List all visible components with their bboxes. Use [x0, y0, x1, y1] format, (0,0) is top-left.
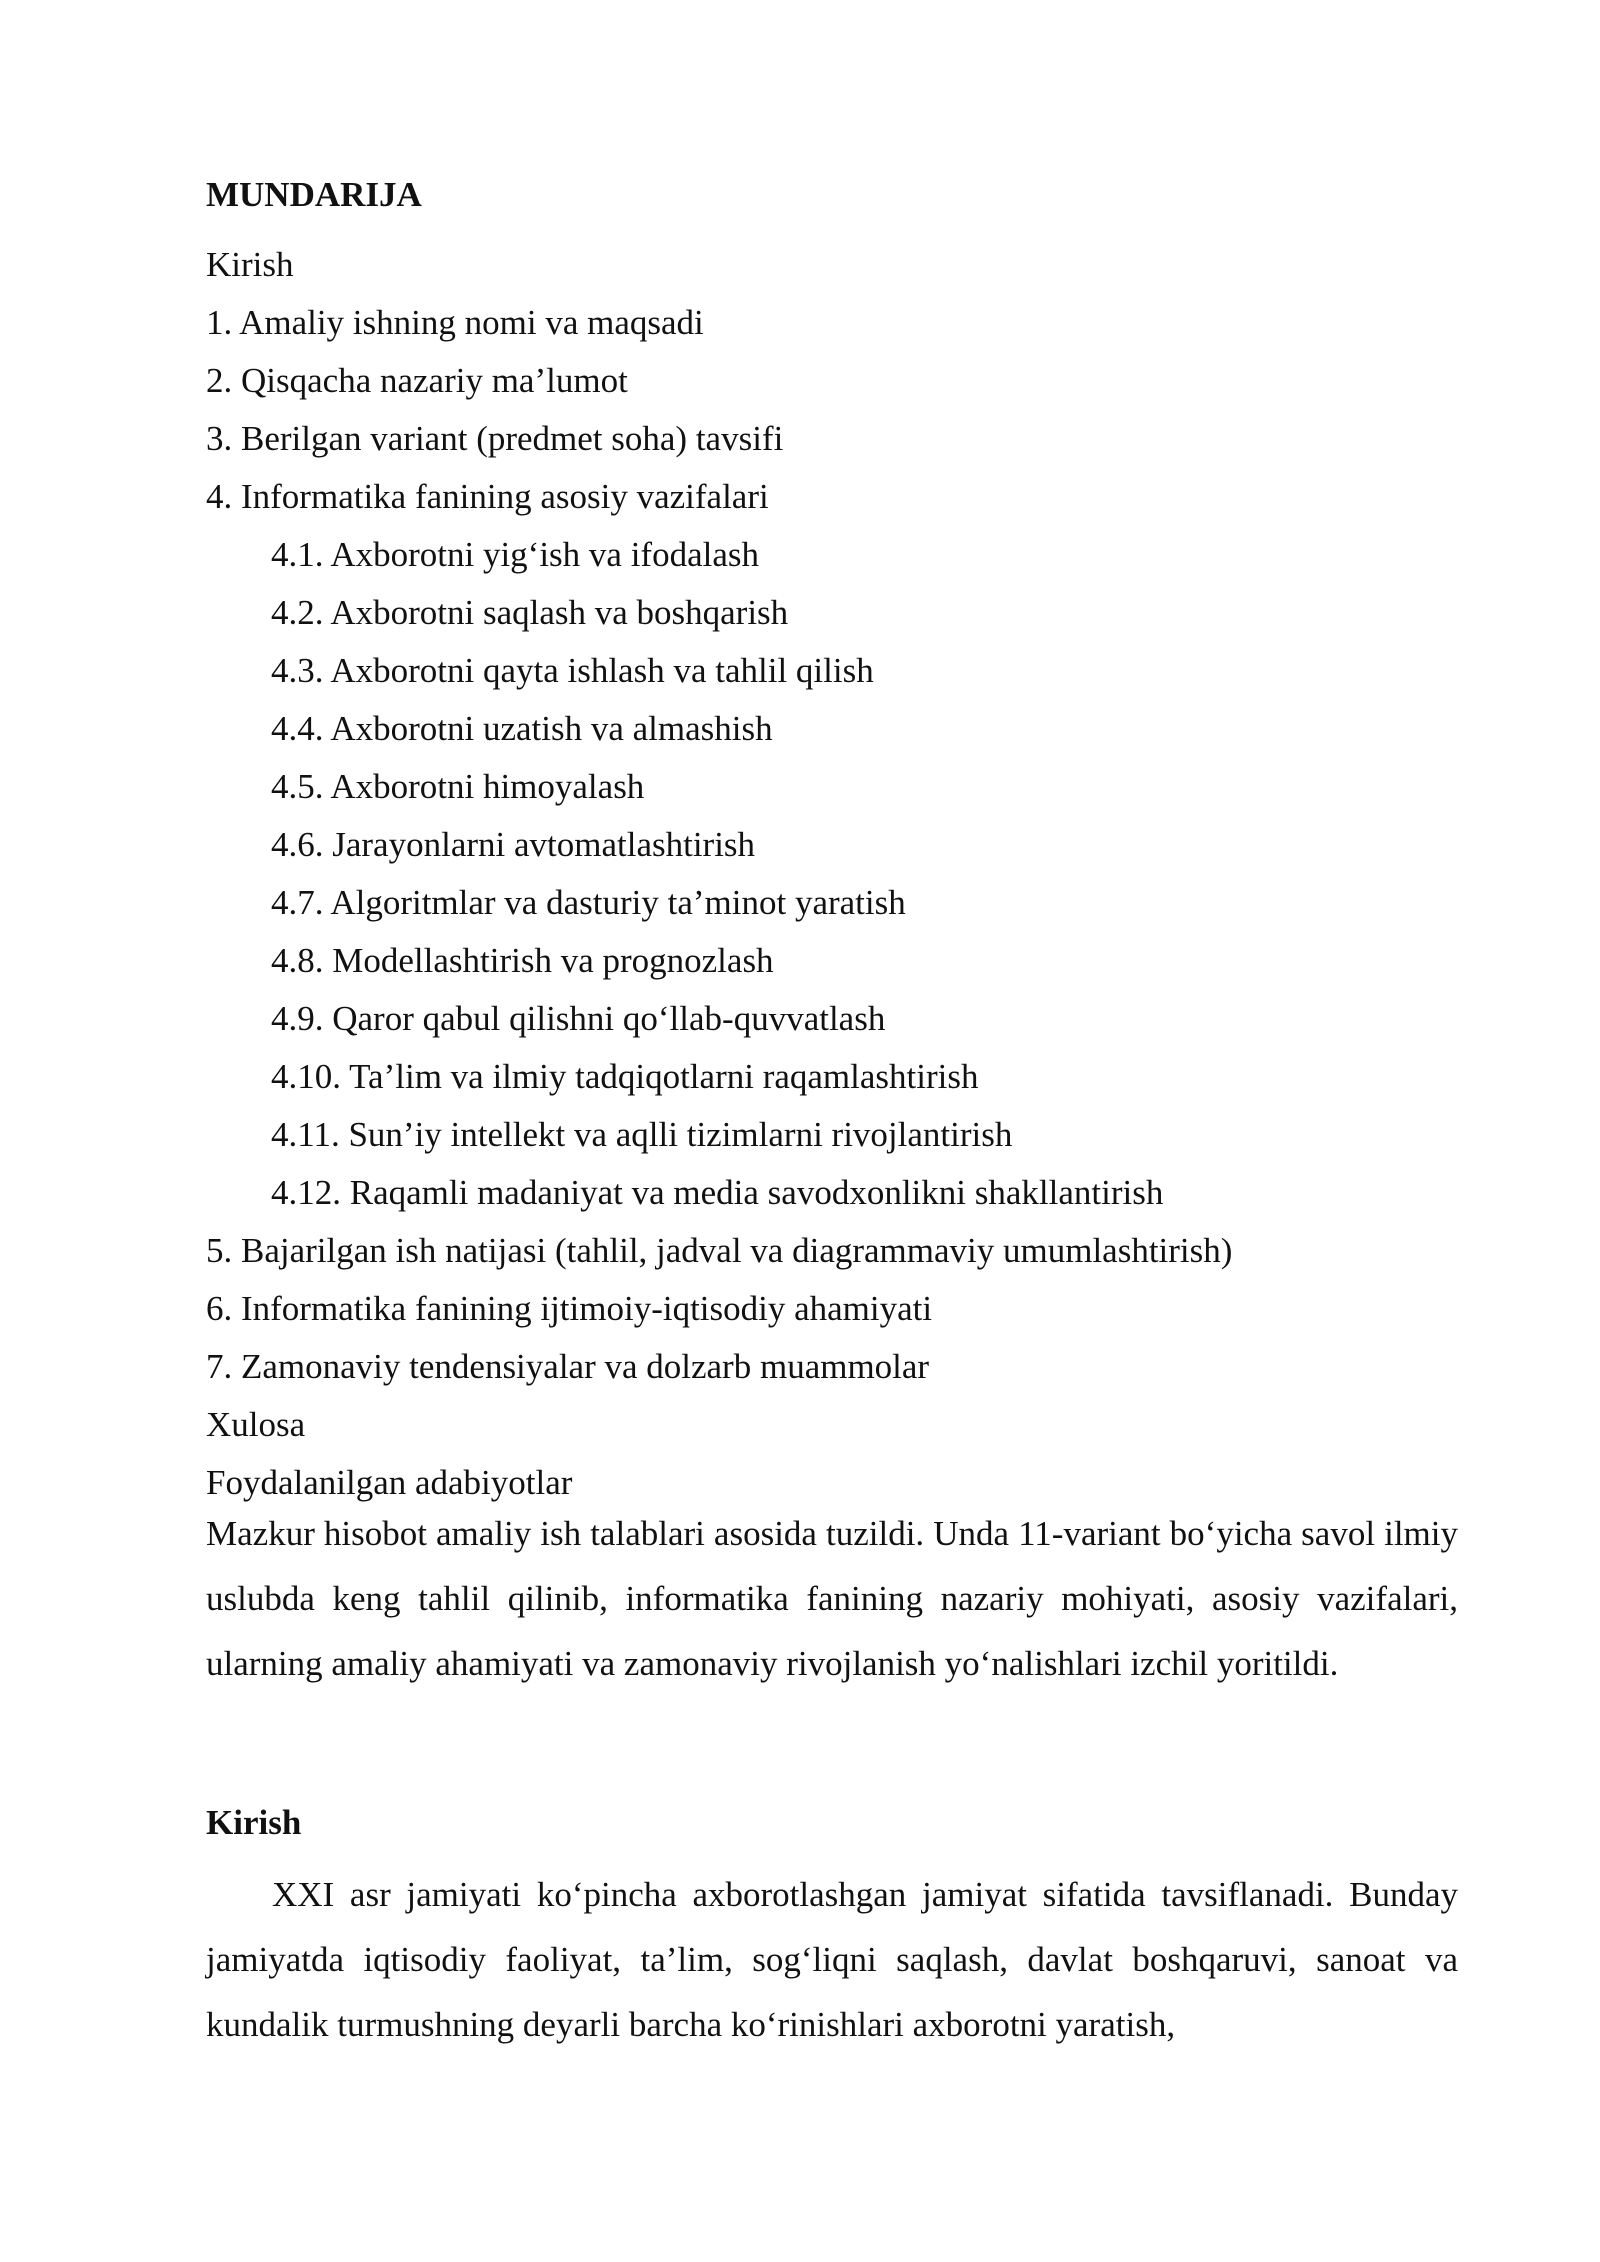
toc-item: Kirish — [206, 245, 294, 284]
toc-subitem: 4.5. Axborotni himoyalash — [271, 767, 645, 806]
intro-paragraph: Mazkur hisobot amaliy ish talablari asosida tuzildi. Unda 11-variant bo‘yicha savol ilmiy uslubda keng tahlil qilinib, informatika fanining nazariy mohiyati, asosiy vazifalari, ularning amaliy ahamiyati va zamonaviy rivojlanish yo‘nalishlari izchil yoritildi. — [206, 1514, 1458, 1683]
toc-item: 4. Informatika fanining asosiy vazifalari — [206, 477, 769, 516]
toc-subitem: 4.2. Axborotni saqlash va boshqarish — [271, 593, 789, 632]
toc-item: 6. Informatika fanining ijtimoiy-iqtisodiy ahamiyati — [206, 1289, 933, 1328]
toc-item: 5. Bajarilgan ish natijasi (tahlil, jadval va diagrammaviy umumlashtirish) — [206, 1231, 1233, 1270]
toc-subitem: 4.10. Ta’lim va ilmiy tadqiqotlarni raqamlashtirish — [271, 1057, 979, 1096]
toc-item: 1. Amaliy ishning nomi va maqsadi — [206, 303, 704, 342]
toc-item: 3. Berilgan variant (predmet soha) tavsifi — [206, 419, 784, 458]
toc-item: Foydalanilgan adabiyotlar — [206, 1463, 573, 1502]
toc-title: MUNDARIJA — [206, 175, 422, 214]
section-heading: Kirish — [206, 1803, 302, 1842]
toc-subitem: 4.12. Raqamli madaniyat va media savodxonlikni shakllantirish — [271, 1173, 1164, 1212]
toc-subitem: 4.1. Axborotni yig‘ish va ifodalash — [271, 535, 760, 574]
table-of-contents — [206, 236, 1456, 1512]
toc-item: 2. Qisqacha nazariy ma’lumot — [206, 361, 628, 400]
toc-item: 7. Zamonaviy tendensiyalar va dolzarb muammolar — [206, 1347, 930, 1386]
toc-subitem: 4.7. Algoritmlar va dasturiy ta’minot yaratish — [271, 883, 906, 922]
toc-subitem: 4.4. Axborotni uzatish va almashish — [271, 709, 773, 748]
toc-subitem: 4.6. Jarayonlarni avtomatlashtirish — [271, 825, 756, 864]
toc-subitem: 4.8. Modellashtirish va prognozlash — [271, 941, 774, 980]
toc-item: Xulosa — [206, 1405, 306, 1444]
toc-subitem: 4.11. Sun’iy intellekt va aqlli tizimlarni rivojlantirish — [271, 1115, 1013, 1154]
section-paragraph: XXI asr jamiyati ko‘pincha axborotlashgan jamiyat sifatida tavsiflanadi. Bunday jamiyatda iqtisodiy faoliyat, ta’lim, sog‘liqni saqlash, davlat boshqaruvi, sanoat va kundalik turmushning deyarli barcha ko‘rinishlari axborotni yaratish, — [206, 1875, 1458, 2044]
toc-subitem: 4.9. Qaror qabul qilishni qo‘llab-quvvatlash — [271, 999, 886, 1038]
toc-subitem: 4.3. Axborotni qayta ishlash va tahlil qilish — [271, 651, 874, 690]
